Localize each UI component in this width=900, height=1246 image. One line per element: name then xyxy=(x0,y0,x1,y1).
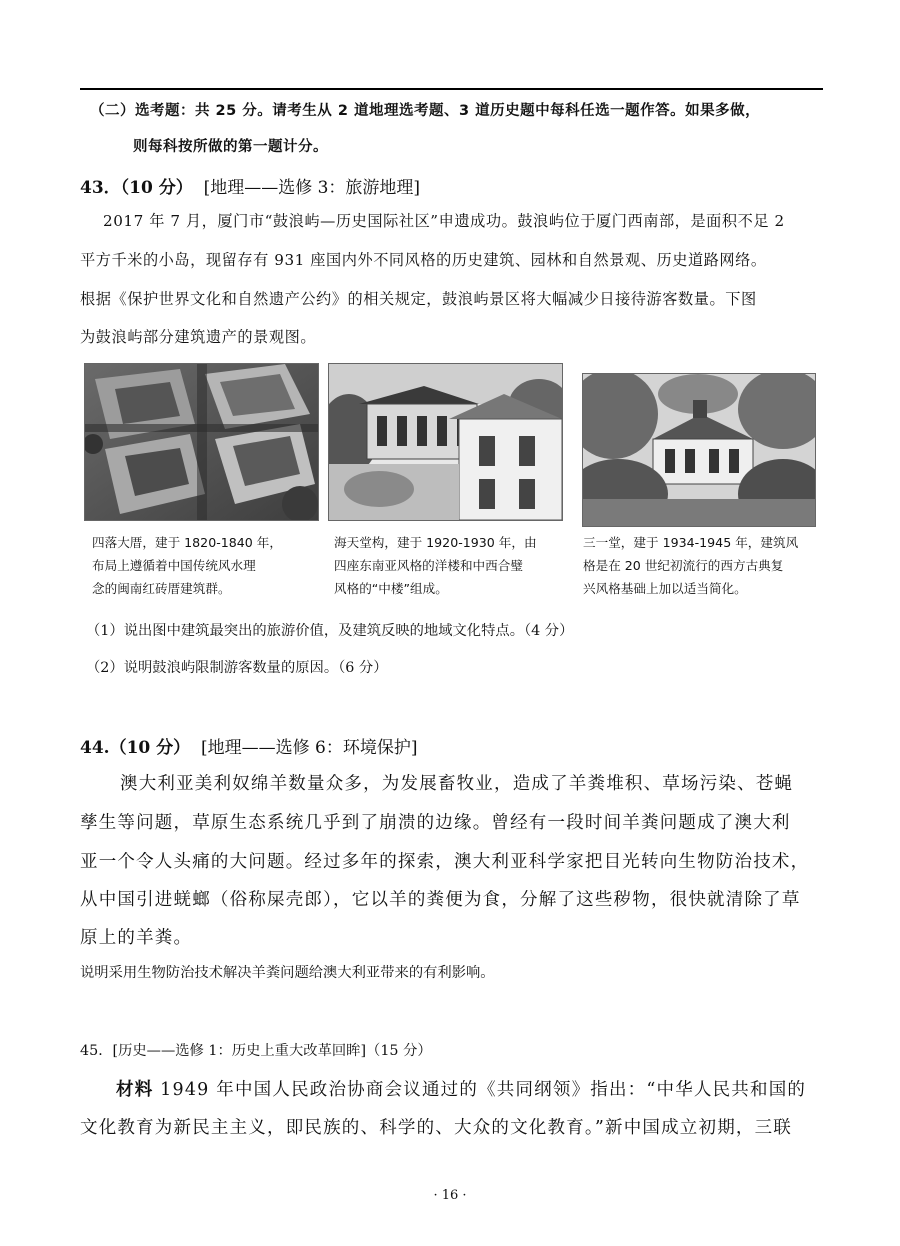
caption-line: 四落大厝，建于 1820-1840 年， xyxy=(92,535,282,550)
q43-subquestion-2: （2）说明鼓浪屿限制游客数量的原因。（6 分） xyxy=(86,660,388,676)
caption-line: 风格的“中楼”组成。 xyxy=(334,581,448,596)
q44-para-line: 亚一个令人头痛的大问题。经过多年的探索，澳大利亚科学家把目光转向生物防治技术， xyxy=(80,852,810,872)
q44-heading xyxy=(80,733,417,758)
q43-para-line: 平方千米的小岛，现留存有 931 座国内外不同风格的历史建筑、园林和自然景观、历史道路网络。 xyxy=(80,251,767,269)
caption-line: 四座东南亚风格的洋楼和中西合璧 xyxy=(334,558,523,573)
q44-para-line: 从中国引进蜣螂（俗称屎壳郎），它以羊的粪便为食，分解了这些秽物，很快就清除了草 xyxy=(80,890,801,910)
q43-topic: [地理——选修 3：旅游地理] xyxy=(203,178,421,198)
q45-material-label: 材料 xyxy=(116,1080,154,1100)
q44-score: （10 分） xyxy=(109,738,191,758)
q44-number: 44. xyxy=(80,738,110,758)
q43-para-line: 根据《保护世界文化和自然遗产公约》的相关规定，鼓浪屿景区将大幅减少日接待游客数量。下图 xyxy=(80,290,757,308)
q45-para-line-2: 文化教育为新民主主义，即民族的、科学的、大众的文化教育。”新中国成立初期，三联 xyxy=(80,1118,792,1138)
q44-para-line: 澳大利亚美利奴绵羊数量众多，为发展畜牧业，造成了羊粪堆积、草场污染、苍蝇 xyxy=(120,774,794,794)
q44-topic: [地理——选修 6：环境保护] xyxy=(200,738,418,758)
caption-line: 格是在 20 世纪初流行的西方古典复 xyxy=(583,558,784,573)
caption-line: 三一堂，建于 1934-1945 年，建筑风 xyxy=(583,535,799,550)
q43-para-line: 为鼓浪屿部分建筑遗产的景观图。 xyxy=(80,328,317,346)
page-number: · 16 · xyxy=(433,1188,467,1203)
q43-para-line: 2017 年 7 月，厦门市“鼓浪屿—历史国际社区”申遗成功。鼓浪屿位于厦门西南部，是面积不足 2 xyxy=(103,212,785,230)
top-rule xyxy=(80,88,823,90)
q45-para-text: 1949 年中国人民政治协商会议通过的《共同纲领》指出：“中华人民共和国的 xyxy=(153,1080,807,1100)
section-instruction-line1: （二）选考题：共 25 分。请考生从 2 道地理选考题、3 道历史题中每科任选一题作答。如果多做， xyxy=(90,103,761,119)
caption-line: 海天堂构，建于 1920-1930 年，由 xyxy=(334,535,537,550)
q44-para-line: 孳生等问题，草原生态系统几乎到了崩溃的边缘。曾经有一段时间羊粪问题成了澳大利 xyxy=(80,813,791,833)
photo-sildadacuo xyxy=(84,363,319,521)
q44-para-line: 原上的羊粪。 xyxy=(80,928,193,948)
photo-haitiantanggou xyxy=(328,363,563,521)
caption-line: 念的闽南红砖厝建筑群。 xyxy=(92,581,231,596)
q43-score: （10 分） xyxy=(120,178,193,198)
photo-caption-1 xyxy=(92,531,282,600)
q44-question: 说明采用生物防治技术解决羊粪问题给澳大利亚带来的有利影响。 xyxy=(80,965,495,981)
q45-para-line-1 xyxy=(116,1076,806,1101)
caption-line: 兴风格基础上加以适当简化。 xyxy=(583,581,747,596)
q43-subquestion-1: （1）说出图中建筑最突出的旅游价值，及建筑反映的地域文化特点。（4 分） xyxy=(86,623,574,639)
q43-heading xyxy=(80,173,420,198)
q45-heading: 45．[历史——选修 1：历史上重大改革回眸]（15 分） xyxy=(80,1043,432,1059)
q43-number: 43． xyxy=(80,178,121,198)
photo-sanyitang xyxy=(582,373,816,527)
section-instruction-line2: 则每科按所做的第一题计分。 xyxy=(133,139,328,155)
caption-line: 布局上遵循着中国传统风水理 xyxy=(92,558,256,573)
photo-caption-2 xyxy=(334,531,537,600)
photo-caption-3 xyxy=(583,531,798,600)
